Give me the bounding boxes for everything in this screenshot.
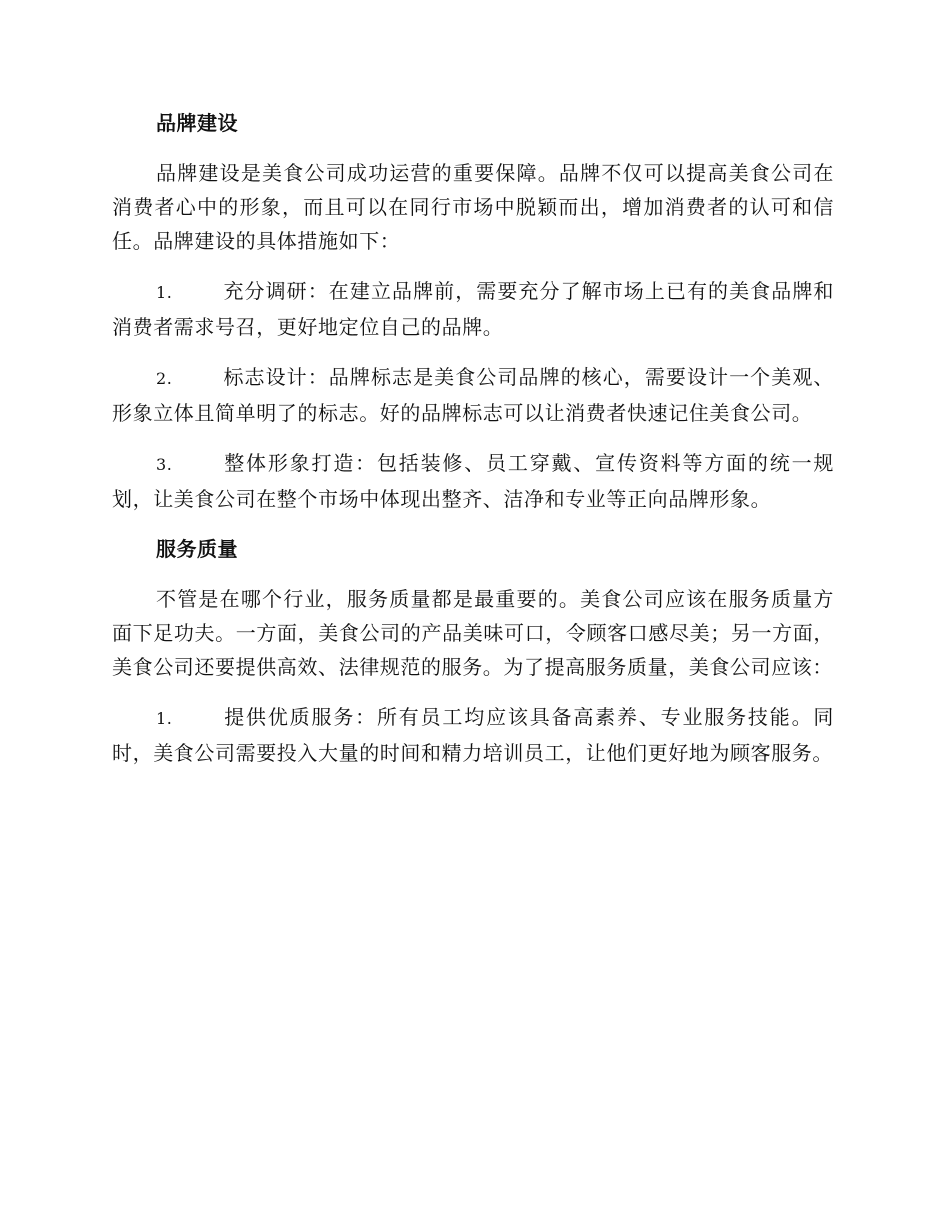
section-intro: 不管是在哪个行业，服务质量都是最重要的。美食公司应该在服务质量方面下足功夫。一方面，美食公司的产品美味可口，令顾客口感尽美；另一方面，美食公司还要提供高效、法律规范的服务。为了提高服务质量，美食公司应该： xyxy=(112,587,834,679)
list-text: 提供优质服务：所有员工均应该具备高素养、专业服务技能。同时，美食公司需要投入大量的时间和精力培训员工，让他们更好地为顾客服务。 xyxy=(112,705,834,765)
list-text: 充分调研：在建立品牌前，需要充分了解市场上已有的美食品牌和消费者需求号召，更好地定位自己的品牌。 xyxy=(112,279,834,339)
list-item xyxy=(112,360,834,430)
list-number: 2. xyxy=(156,369,173,388)
list-text: 整体形象打造：包括装修、员工穿戴、宣传资料等方面的统一规划，让美食公司在整个市场中体现出整齐、洁净和专业等正向品牌形象。 xyxy=(112,451,834,511)
list-number: 1. xyxy=(156,283,173,302)
list-number: 3. xyxy=(156,455,173,474)
list-number: 1. xyxy=(156,709,173,728)
section-intro: 品牌建设是美食公司成功运营的重要保障。品牌不仅可以提高美食公司在消费者心中的形象，而且可以在同行市场中脱颖而出，增加消费者的认可和信任。品牌建设的具体措施如下： xyxy=(112,161,834,253)
document-page xyxy=(112,106,834,786)
list-item xyxy=(112,274,834,344)
list-item xyxy=(112,700,834,770)
section-heading: 服务质量 xyxy=(156,537,238,561)
section-heading: 品牌建设 xyxy=(156,111,238,135)
list-item xyxy=(112,446,834,516)
list-text: 标志设计：品牌标志是美食公司品牌的核心，需要设计一个美观、形象立体且简单明了的标志。好的品牌标志可以让消费者快速记住美食公司。 xyxy=(112,365,834,425)
